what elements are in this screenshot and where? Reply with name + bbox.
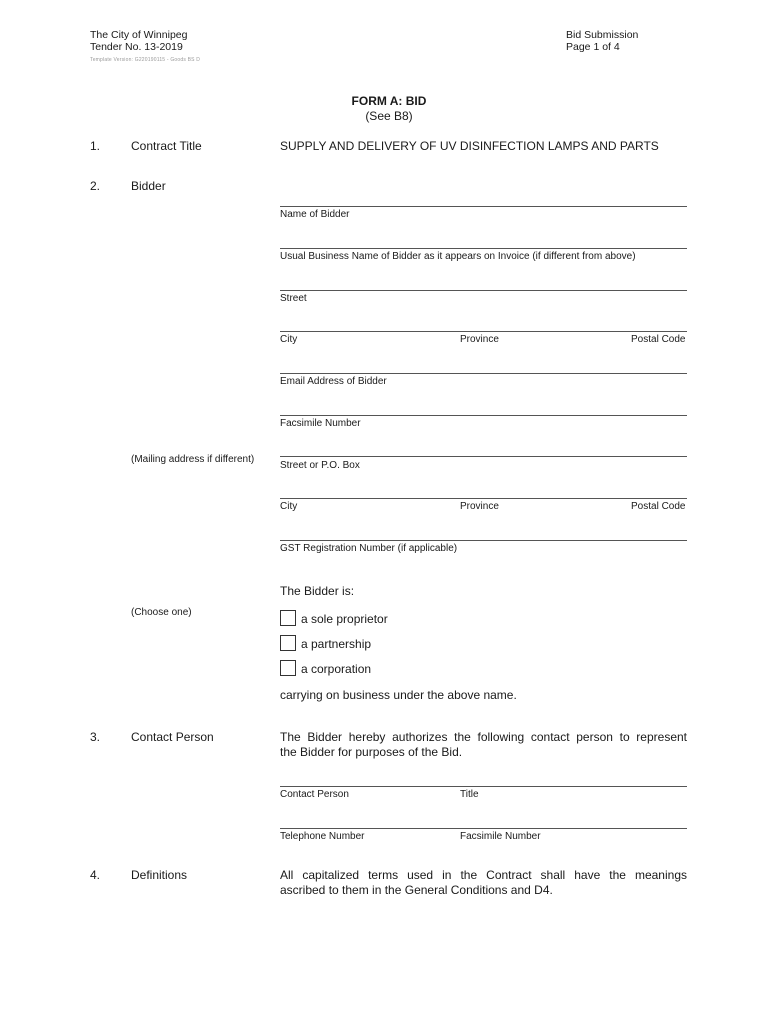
section-2-label: Bidder xyxy=(131,179,166,193)
choose-one-note: (Choose one) xyxy=(131,607,192,618)
mailing-address-note: (Mailing address if different) xyxy=(131,454,255,465)
partnership-checkbox[interactable] xyxy=(280,635,296,651)
section-3-label: Contact Person xyxy=(131,730,214,744)
definitions-line1: All capitalized terms used in the Contract shall have the meanings xyxy=(280,868,687,882)
street-po-box-field[interactable] xyxy=(280,456,687,457)
city-province-postal-field[interactable] xyxy=(280,331,687,332)
mailing-province-caption: Province xyxy=(460,501,499,512)
gst-caption: GST Registration Number (if applicable) xyxy=(280,543,458,554)
partnership-label: a partnership xyxy=(301,637,372,651)
gst-field[interactable] xyxy=(280,540,687,541)
section-3-number: 3. xyxy=(90,730,101,744)
mailing-city-province-postal-field[interactable] xyxy=(280,498,687,499)
header-submission: Bid Submission xyxy=(566,29,639,41)
contact-person-caption: Contact Person xyxy=(280,789,349,800)
contract-title-value: SUPPLY AND DELIVERY OF UV DISINFECTION LAMPS AND PARTS xyxy=(280,139,659,153)
telephone-caption: Telephone Number xyxy=(280,831,365,842)
form-subtitle: (See B8) xyxy=(365,109,413,123)
contact-fax-caption: Facsimile Number xyxy=(460,831,541,842)
sole-proprietor-checkbox[interactable] xyxy=(280,610,296,626)
section-2-number: 2. xyxy=(90,179,101,193)
email-caption: Email Address of Bidder xyxy=(280,376,387,387)
form-title: FORM A: BID xyxy=(351,94,427,108)
fax-field[interactable] xyxy=(280,415,687,416)
usual-business-name-caption: Usual Business Name of Bidder as it appears on Invoice (if different from above) xyxy=(280,251,636,262)
street-caption: Street xyxy=(280,293,307,304)
usual-business-name-field[interactable] xyxy=(280,248,687,249)
section-1-number: 1. xyxy=(90,139,101,153)
street-po-box-caption: Street or P.O. Box xyxy=(280,460,360,471)
section-1-label: Contract Title xyxy=(131,139,202,153)
header-org: The City of Winnipeg xyxy=(90,29,188,41)
contact-person-title-field[interactable] xyxy=(280,786,687,787)
mailing-city-caption: City xyxy=(280,501,298,512)
section-4-label: Definitions xyxy=(131,868,188,882)
template-version: Template Version: G220190115 - Goods BS D xyxy=(90,57,201,63)
corporation-checkbox[interactable] xyxy=(280,660,296,676)
carrying-on-business-text: carrying on business under the above name. xyxy=(280,688,517,702)
mailing-postal-code-caption: Postal Code xyxy=(631,501,686,512)
street-field[interactable] xyxy=(280,290,687,291)
email-field[interactable] xyxy=(280,373,687,374)
contact-title-caption: Title xyxy=(460,789,479,800)
section-4-number: 4. xyxy=(90,868,101,882)
city-caption: City xyxy=(280,334,298,345)
header-tender: Tender No. 13-2019 xyxy=(90,41,183,53)
fax-caption: Facsimile Number xyxy=(280,418,361,429)
corporation-label: a corporation xyxy=(301,662,372,676)
name-of-bidder-caption: Name of Bidder xyxy=(280,209,350,220)
header-page: Page 1 of 4 xyxy=(566,41,620,53)
sole-proprietor-label: a sole proprietor xyxy=(301,612,388,626)
telephone-fax-field[interactable] xyxy=(280,828,687,829)
contact-authorization-line2: the Bidder for purposes of the Bid. xyxy=(280,745,463,759)
bidder-is-heading: The Bidder is: xyxy=(280,584,355,598)
definitions-line2: ascribed to them in the General Conditions and D4. xyxy=(280,883,553,897)
province-caption: Province xyxy=(460,334,499,345)
postal-code-caption: Postal Code xyxy=(631,334,686,345)
name-of-bidder-field[interactable] xyxy=(280,206,687,207)
contact-authorization-line1: The Bidder hereby authorizes the following contact person to represent xyxy=(280,730,687,744)
